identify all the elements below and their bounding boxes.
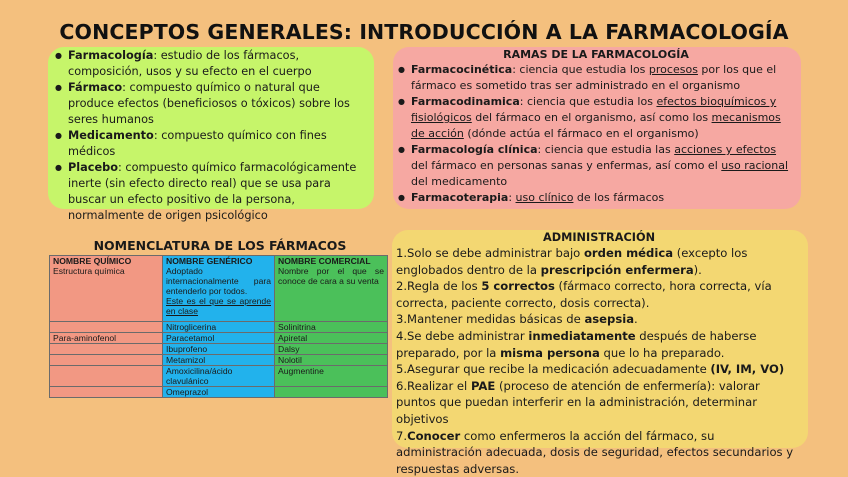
concepts-box — [48, 47, 374, 222]
list-item: 1.Solo se debe administrar bajo orden médica (excepto los englobados dentro de la prescripción enfermera). — [396, 246, 748, 277]
header-chemical: NOMBRE QUÍMICO Estructura química — [50, 256, 163, 322]
table-row: Nitroglicerina Solinitrina — [50, 322, 388, 333]
list-item: ● Farmacocinética: ciencia que estudia los procesos por los que el fármaco es sometido tras ser administrado en el organismo — [397, 62, 795, 94]
list-item: 2.Regla de los 5 correctos (fármaco correcto, hora correcta, vía correcta, paciente correcto, dosis correcta). — [396, 279, 772, 310]
table-row: Amoxicilina/ácido clavulánico Augmentine — [50, 366, 388, 387]
administration-title: ADMINISTRACIÓN — [542, 231, 656, 244]
table-row: Ibuprofeno Dalsy — [50, 344, 388, 355]
page-title: CONCEPTOS GENERALES: INTRODUCCIÓN A LA FARMACOLOGÍA — [59, 20, 789, 44]
list-item: ● Farmacoterapia: uso clínico de los fármacos — [397, 190, 795, 206]
header-commercial: NOMBRE COMERCIAL Nombre por el que se conoce de cara a su venta — [275, 256, 388, 322]
list-item: ● Medicamento: compuesto químico con fines médicos — [54, 128, 368, 160]
list-item: 7.Conocer como enfermeros la acción del fármaco, su administración adecuada, dosis de seguridad, efectos secundarios y respuestas adversas. — [396, 428, 794, 476]
ramas-title: RAMAS DE LA FARMACOLOGÍA — [503, 48, 689, 61]
administration-box — [392, 230, 808, 476]
list-item: 3.Mantener medidas básicas de asepsia. — [396, 312, 638, 327]
ramas-list — [397, 62, 795, 206]
list-item: ● Placebo: compuesto químico farmacológicamente inerte (sin efecto directo real) que se usa para buscar un efecto positivo de la persona, normalmente de origen psicológico — [54, 160, 368, 224]
concepts-list — [54, 48, 368, 224]
list-item: ● Fármaco: compuesto químico o natural que produce efectos (beneficiosos o tóxicos) sobre los seres humanos — [54, 80, 368, 128]
list-item: 6.Realizar el PAE (proceso de atención de enfermería): valorar puntos que puedan interferir en la administración, determinar objetivos — [396, 378, 760, 426]
list-item: 5.Asegurar que recibe la medicación adecuadamente (IV, IM, VO) — [396, 362, 785, 377]
nomenclature-table — [49, 255, 388, 398]
list-item: ● Farmacología clínica: ciencia que estudia las acciones y efectos del fármaco en personas sanas y enfermas, así como el uso racional del medicamento — [397, 142, 795, 190]
ramas-box — [393, 47, 801, 209]
table-row: Metamizol Nolotil — [50, 355, 388, 366]
list-item: ● Farmacodinamica: ciencia que estudia los efectos bioquímicos y fisiológicos del fármaco en el organismo, así como los mecanismos de acción (dónde actúa el fármaco en el organismo) — [397, 94, 795, 142]
list-item: ● Farmacología: estudio de los fármacos, composición, usos y su efecto en el cuerpo — [54, 48, 368, 80]
nomenclature-title: NOMENCLATURA DE LOS FÁRMACOS — [93, 238, 347, 253]
table-row: Para-aminofenol Paracetamol Apiretal — [50, 333, 388, 344]
list-item: 4.Se debe administrar inmediatamente después de haberse preparado, por la misma persona que lo ha preparado. — [396, 328, 757, 360]
table-row: Omeprazol — [50, 387, 388, 398]
header-generic: NOMBRE GENÉRICO Adoptado internacionalmente para entenderlo por todos. Este es el que se aprende en clase — [163, 256, 275, 322]
table-header-row — [50, 256, 388, 322]
